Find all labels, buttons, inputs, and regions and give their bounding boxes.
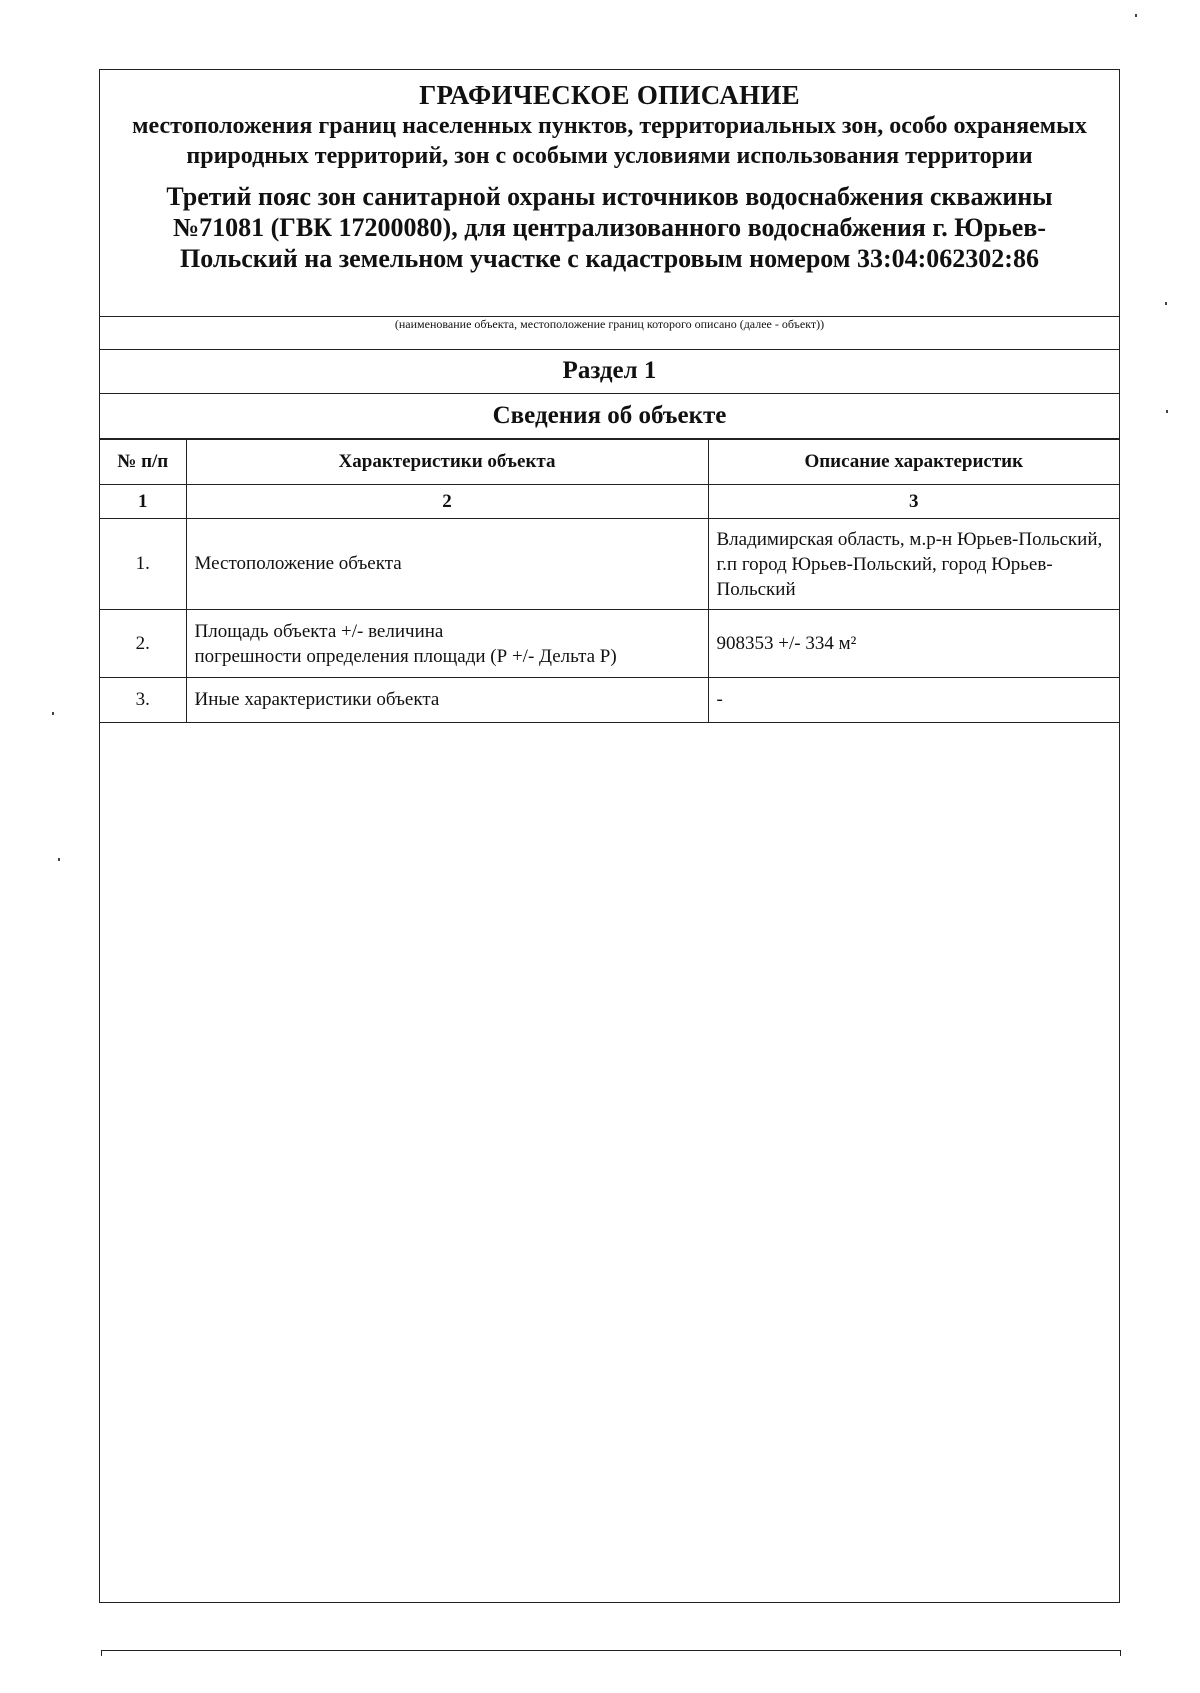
column-number: 2 [186, 485, 708, 519]
header-number: № п/п [100, 440, 186, 485]
row-description: - [708, 678, 1119, 723]
object-name: Третий пояс зон санитарной охраны источников водоснабжения скважины №71081 (ГВК 17200080), для централизованного водоснабжения г. Юрьев-Польский на земельном участке с кадастровым номером 33:04:062302:86 [166, 182, 1053, 273]
table-header-row [100, 440, 1119, 485]
section-number: Раздел 1 [100, 349, 1119, 394]
row-number: 2. [100, 610, 186, 678]
row-description: 908353 +/- 334 м² [708, 610, 1119, 678]
document-title: ГРАФИЧЕСКОЕ ОПИСАНИЕ [419, 80, 800, 110]
row-characteristic: Местоположение объекта [186, 519, 708, 610]
row-characteristic [186, 610, 708, 678]
document-frame [99, 69, 1120, 1603]
scan-speck [1165, 302, 1167, 305]
row-characteristic: Иные характеристики объекта [186, 678, 708, 723]
row-characteristic-line: погрешности определения площади (Р +/- Дельта Р) [194, 645, 617, 667]
column-number: 1 [100, 485, 186, 519]
row-number: 1. [100, 519, 186, 610]
column-number: 3 [708, 485, 1119, 519]
table-row [100, 610, 1119, 678]
document-header [100, 70, 1119, 317]
next-page-frame-edge [101, 1650, 1121, 1656]
section-title: Сведения об объекте [100, 394, 1119, 439]
scan-speck [1166, 410, 1168, 413]
document-subtitle: местоположения границ населенных пунктов, территориальных зон, особо охраняемых природных территорий, зон с особыми условиями использования территории [132, 113, 1087, 169]
table-row [100, 519, 1119, 610]
table-row [100, 678, 1119, 723]
header-characteristic: Характеристики объекта [186, 440, 708, 485]
scan-speck [52, 712, 54, 715]
row-number: 3. [100, 678, 186, 723]
row-description: Владимирская область, м.р-н Юрьев-Польский, г.п город Юрьев-Польский, город Юрьев-Польский [708, 519, 1119, 610]
object-info-table [100, 439, 1119, 723]
header-description: Описание характеристик [708, 440, 1119, 485]
scan-speck [58, 858, 60, 861]
object-name-caption: (наименование объекта, местоположение границ которого описано (далее - объект)) [100, 316, 1119, 350]
scan-speck [1135, 14, 1137, 17]
column-numbers-row [100, 485, 1119, 519]
row-characteristic-line: Площадь объекта +/- величина [194, 620, 444, 642]
